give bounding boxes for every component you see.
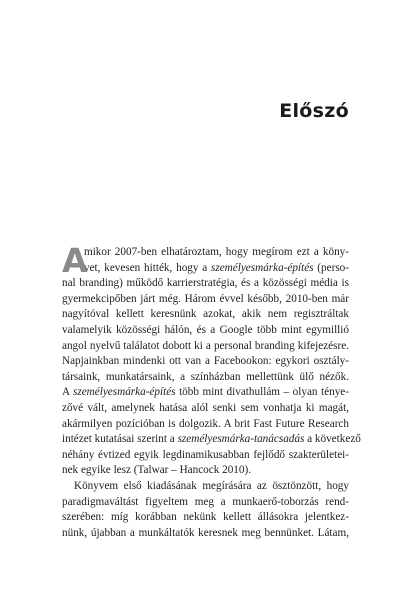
drop-cap: A [62,241,88,280]
text-line: nal branding) működő karrierstratégia, és a közösségi média is [62,277,349,290]
text-line: nagyítóval kellett keresnünk azokat, akik nem regisztráltak [62,308,349,321]
text-line: Napjainkban mindenki ott van a Facebookon: egykori osztály- [62,355,349,368]
text-line: gyermekcipőben járt még. Három évvel később, 2010-ben már [62,292,349,305]
text-line: paradigmaváltást figyeltem meg a munkaerő-toborzás rend- [62,495,349,508]
page-title: Előszó [279,100,349,122]
text-line: mikor 2007-ben elhatároztam, hogy megírom ezt a köny- [84,246,349,258]
text-line: intézet kutatásai szerint a személyesmárka-tanácsadás a következő [62,433,361,446]
text-line: valamelyik közösségi hálón, és a Google több mint egymillió [62,323,349,336]
text-line: vet, kevesen hitték, hogy a személyesmárka-építés (perso- [84,261,349,274]
body-text [62,241,361,541]
text-line: Könyvem első kiadásának megírására az ösztönzött, hogy [74,479,349,492]
text-line: szerében: míg korábban nekünk kellett állásokra jelentkez- [62,511,349,524]
text-line: társaink, munkatársaink, a színházban mellettünk ülő nézők. [62,370,349,383]
text-line: néhány évtized egyik legdinamikusabban fejlődő szakterületei- [62,448,349,461]
text-line: nek egyike lesz (Talwar – Hancock 2010). [62,464,252,477]
text-line: akármilyen pozícióban is dolgozik. A brit Fast Future Research [62,417,349,430]
text-line: A személyesmárka-építés több mint divathullám – olyan ténye- [62,386,349,399]
text-line: angol nyelvű találatot dobott ki a personal branding kifejezésre. [62,339,349,352]
text-line: nünk, újabban a munkáltatók keresnek meg bennünket. Látam, [62,526,349,539]
text-line: zővé vált, amelynek hatása alól senki sem vonhatja ki magát, [62,401,349,414]
